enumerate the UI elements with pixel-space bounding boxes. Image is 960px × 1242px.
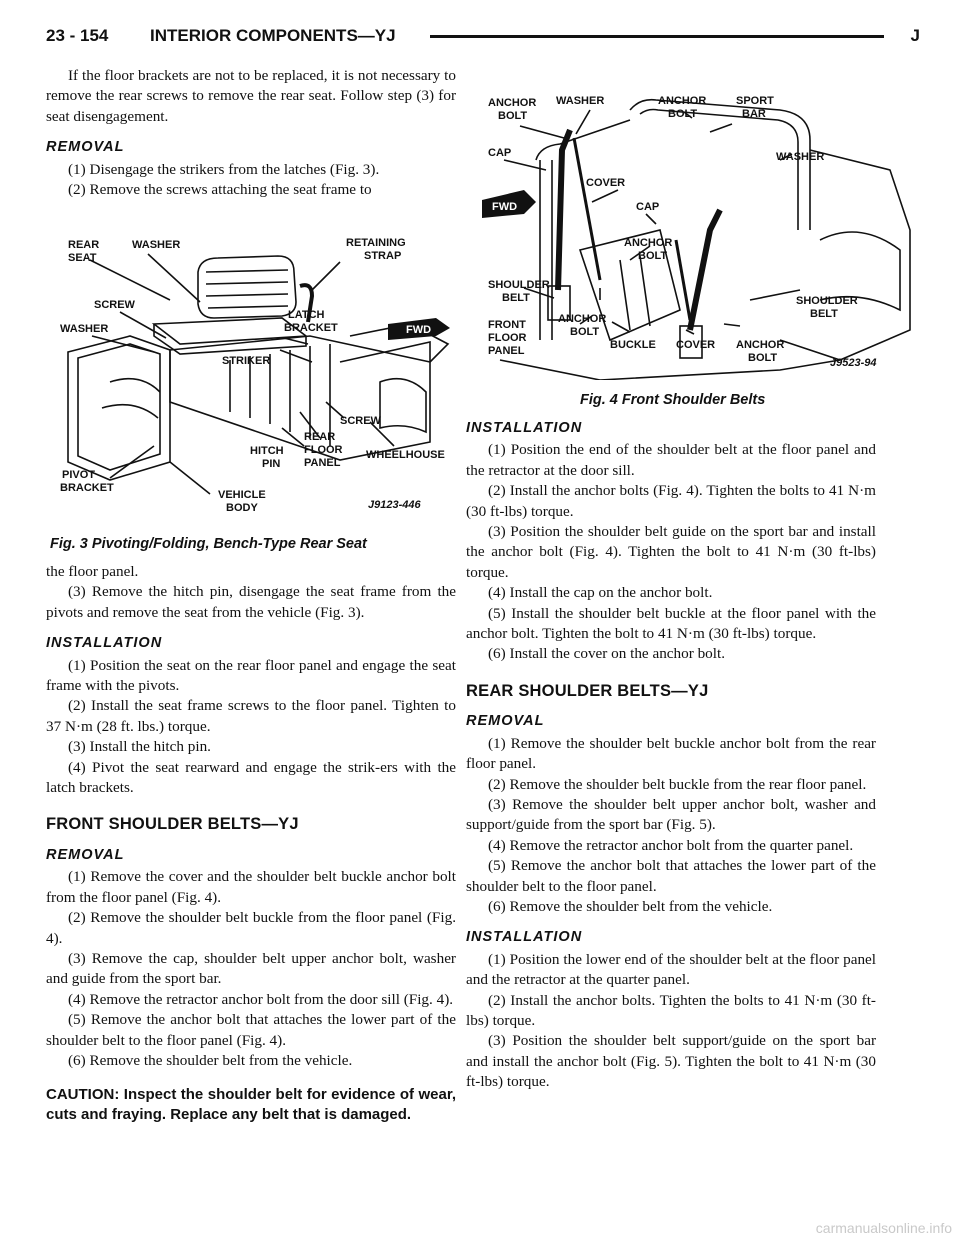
rear-belts-heading: REAR SHOULDER BELTS—YJ [466, 681, 709, 700]
fig4-label: BOLT [498, 110, 528, 122]
step: (5) Remove the anchor bolt that attaches the lower part of the shoulder belt to the floor panel (Fig. 4). [46, 1011, 456, 1049]
fig3-label: STRIKER [222, 355, 271, 367]
step: (5) Remove the anchor bolt that attaches the lower part of the shoulder belt to the floor panel. [466, 857, 876, 895]
figure-4-caption: Fig. 4 Front Shoulder Belts [580, 392, 766, 408]
page-header [46, 26, 920, 48]
intro-paragraph: If the floor brackets are not to be replaced, it is not necessary to remove the rear screws to remove the rear seat. Follow step (3) for seat disengagement. [46, 67, 456, 125]
removal-heading: REMOVAL [46, 139, 125, 156]
figure-3-rear-seat [50, 232, 460, 522]
text-line: the floor panel. [46, 563, 139, 580]
fig4-label: BOLT [668, 108, 698, 120]
installation-heading: INSTALLATION [466, 420, 583, 436]
fig3-label: STRAP [364, 250, 402, 262]
step: (1) Disengage the strikers from the latches (Fig. 3). [68, 160, 380, 178]
step: (2) Install the anchor bolts. Tighten the bolts to 41 N·m (30 ft-lbs) torque. [466, 991, 876, 1029]
fig4-label: BOLT [748, 352, 778, 364]
fig3-label: PANEL [304, 457, 341, 469]
fig4-label: CAP [636, 201, 660, 213]
fig4-label: SPORT [736, 95, 774, 107]
fig3-label: REAR [68, 239, 100, 251]
front-belts-illustration [480, 90, 920, 380]
front-belts-heading: FRONT SHOULDER BELTS—YJ [46, 815, 299, 834]
fig4-label: BAR [742, 108, 766, 120]
step: (4) Pivot the seat rearward and engage the strik-ers with the latch brackets. [46, 758, 456, 797]
fig4-label: ANCHOR [488, 97, 537, 109]
step: (3) Remove the cap, shoulder belt upper anchor bolt, washer and guide from the sport bar. [46, 949, 456, 988]
fig4-label: BELT [502, 292, 530, 304]
fig3-label: SEAT [68, 252, 97, 264]
step: (2) Remove the shoulder belt buckle from the floor panel (Fig. 4). [46, 909, 456, 947]
right-column [466, 408, 876, 1093]
step: (3) Position the shoulder belt guide on the sport bar and install the anchor bolt (Fig. 4). Tighten the bolt to 41 N·m (30 ft-lbs) torque. [466, 523, 876, 581]
step: (3) Remove the hitch pin, disengage the seat frame from the pivots and remove the seat from the vehicle (Fig. 3). [46, 583, 456, 621]
left-column-bottom [46, 562, 456, 1125]
chapter-title: INTERIOR COMPONENTS—YJ [150, 26, 396, 45]
step: (2) Remove the shoulder belt buckle from the rear floor panel. [488, 775, 867, 793]
step: (6) Remove the shoulder belt from the vehicle. [488, 897, 773, 915]
left-column-top [46, 66, 456, 200]
corner-letter: J [910, 26, 920, 45]
fig4-label: FRONT [488, 319, 526, 331]
fig3-label: SCREW [94, 299, 135, 311]
step: (1) Remove the cover and the shoulder belt buckle anchor bolt from the floor panel (Fig. 4). [46, 868, 456, 906]
step: (2) Install the seat frame screws to the floor panel. Tighten to 37 N·m (28 ft. lbs.) torque. [46, 697, 456, 735]
step: (1) Position the seat on the rear floor panel and engage the seat frame with the pivots. [46, 656, 456, 695]
fig3-label: PIVOT [62, 469, 96, 481]
fig3-label: WHEELHOUSE [366, 449, 445, 461]
step: (6) Install the cover on the anchor bolt. [488, 645, 726, 663]
fig3-code: J9123-446 [368, 499, 421, 511]
fig3-label: PIN [262, 458, 281, 470]
rear-installation-heading: INSTALLATION [466, 929, 583, 946]
step: (4) Remove the retractor anchor bolt from the door sill (Fig. 4). [68, 990, 454, 1008]
fig4-label: ANCHOR [624, 237, 673, 249]
step: (1) Position the end of the shoulder belt at the floor panel and the retractor at the door sill. [466, 441, 876, 479]
step: (4) Install the cap on the anchor bolt. [488, 584, 713, 602]
page-number: 23 - 154 [46, 26, 109, 45]
fig3-label: REAR [304, 431, 336, 443]
installation-heading: INSTALLATION [46, 635, 163, 652]
fig4-label: BUCKLE [610, 339, 656, 351]
fig4-label: FLOOR [488, 332, 527, 344]
fig4-label: BOLT [638, 250, 668, 262]
fig4-label: COVER [586, 177, 626, 189]
fig3-label: HITCH [250, 445, 284, 457]
step: (6) Remove the shoulder belt from the vehicle. [68, 1051, 353, 1069]
watermark: carmanualsonline.info [815, 1220, 952, 1236]
fig4-label: WASHER [776, 151, 825, 163]
fig3-label: RETAINING [346, 237, 406, 249]
fig3-label: WASHER [60, 323, 109, 335]
fig3-label: LATCH [288, 309, 325, 321]
step: (5) Install the shoulder belt buckle at the floor panel with the anchor bolt. Tighten the bolt to 41 N·m (30 ft-lbs) torque. [466, 604, 876, 643]
figure-4-front-belts [480, 90, 920, 380]
step: (1) Remove the shoulder belt buckle anchor bolt from the rear floor panel. [466, 734, 876, 773]
step: (4) Remove the retractor anchor bolt from the quarter panel. [488, 836, 854, 854]
step: (1) Position the lower end of the shoulder belt at the floor panel and the retractor at the quarter panel. [466, 950, 876, 989]
step: (2) Remove the screws attaching the seat frame to [68, 181, 372, 199]
step: (3) Remove the shoulder belt upper anchor bolt, washer and support/guide from the sport bar (Fig. 5). [466, 795, 876, 834]
rear-removal-heading: REMOVAL [466, 713, 545, 730]
fig4-label: ANCHOR [736, 339, 785, 351]
fig4-label: ANCHOR [558, 313, 607, 325]
fig3-label: VEHICLE [218, 489, 266, 501]
fig3-label: BRACKET [60, 482, 114, 494]
fig4-label: BELT [810, 308, 838, 320]
fig3-label: SCREW [340, 415, 381, 427]
fig4-label: CAP [488, 147, 512, 159]
step: (3) Install the hitch pin. [68, 738, 211, 756]
fwd-label: FWD [492, 201, 518, 213]
fig4-label: SHOULDER [488, 279, 550, 291]
front-removal-heading: REMOVAL [46, 846, 125, 863]
fig4-label: PANEL [488, 345, 525, 357]
caution-note: CAUTION: Inspect the shoulder belt for evidence of wear, cuts and fraying. Replace any belt that is damaged. [46, 1086, 456, 1124]
fig4-code: J9523-94 [830, 357, 877, 369]
rear-seat-illustration [50, 232, 460, 522]
fig4-label: COVER [676, 339, 716, 351]
fig4-label: BOLT [570, 326, 600, 338]
fig4-label: WASHER [556, 95, 605, 107]
fwd-label: FWD [406, 324, 432, 336]
figure-3-caption: Fig. 3 Pivoting/Folding, Bench-Type Rear Seat [50, 536, 367, 552]
step: (2) Install the anchor bolts (Fig. 4). Tighten the bolts to 41 N·m (30 ft-lbs) torque. [466, 482, 876, 520]
fig4-label: SHOULDER [796, 295, 858, 307]
step: (3) Position the shoulder belt support/guide on the sport bar and install the anchor bolt (Fig. 5). Tighten the bolt to 41 N·m (30 ft-lbs) torque. [466, 1032, 876, 1091]
fig3-label: BODY [226, 502, 258, 514]
fig3-label: BRACKET [284, 322, 338, 334]
fig3-label: FLOOR [304, 444, 343, 456]
header-rule [430, 35, 884, 38]
fig4-label: ANCHOR [658, 95, 707, 107]
fig3-label: WASHER [132, 239, 181, 251]
